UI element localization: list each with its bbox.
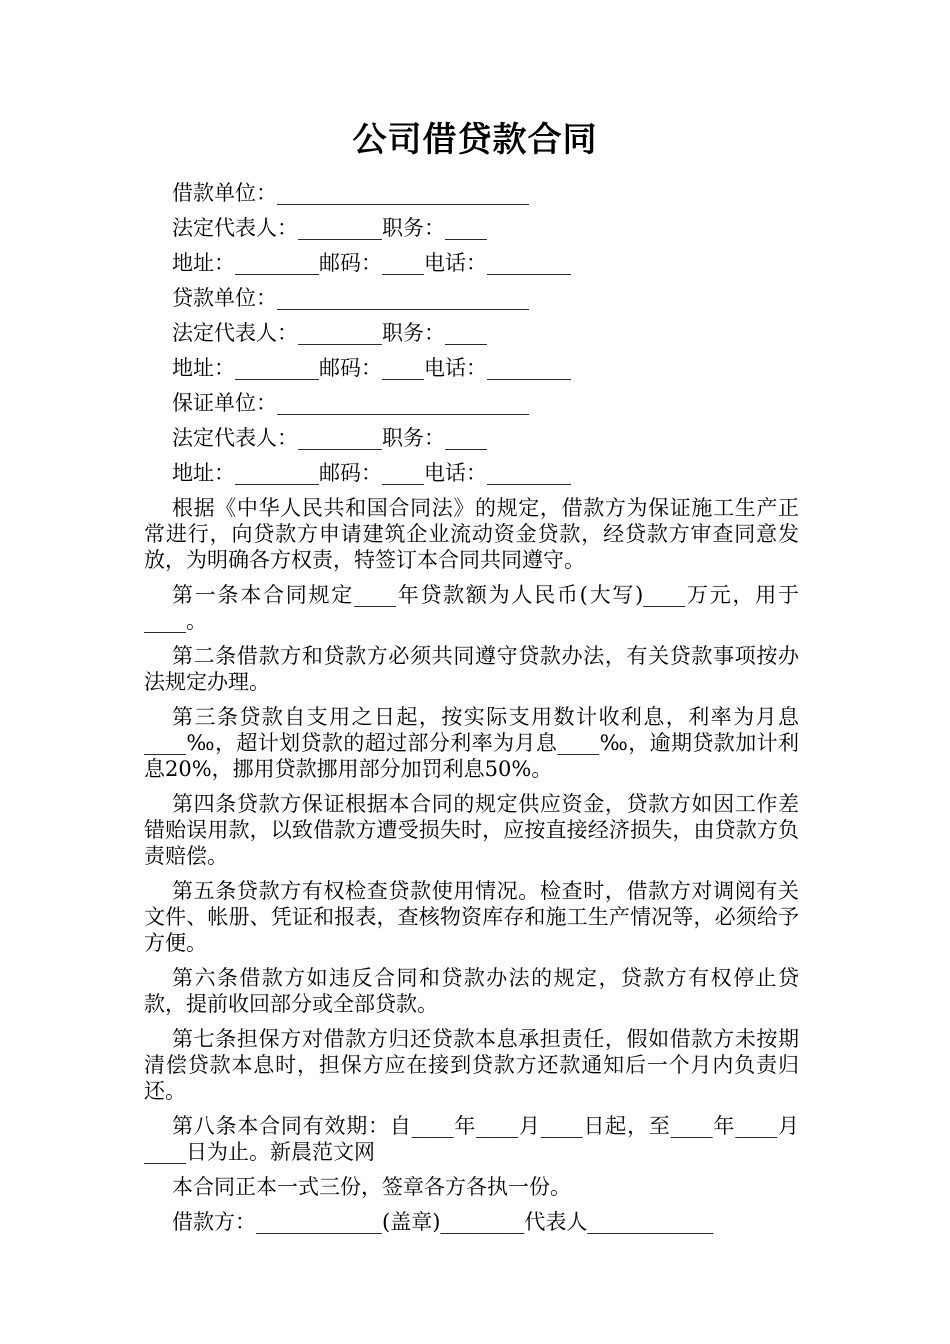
article-7: 第七条担保方对借款方归还贷款本息承担责任，假如借款方未按期清偿贷款本息时，担保方应在接到贷款方还款通知后一个月内负责归还。 bbox=[144, 1027, 799, 1103]
document-body bbox=[144, 180, 799, 1244]
article-8: 第八条本合同有效期：自____年____月____日起，至____年____月____日为止。新晨范文网 bbox=[144, 1114, 799, 1164]
document-title: 公司借贷款合同 bbox=[352, 120, 598, 160]
borrower-signature-line: 借款方：____________(盖章)________代表人____________ bbox=[172, 1210, 714, 1234]
article-2: 第二条借款方和贷款方必须共同遵守贷款办法，有关贷款事项按办法规定办理。 bbox=[144, 644, 799, 694]
lender-unit-field: 贷款单位：________________________ bbox=[172, 286, 529, 310]
guarantor-representative-field: 法定代表人：________职务：____ bbox=[172, 426, 487, 450]
article-4: 第四条贷款方保证根据本合同的规定供应资金，贷款方如因工作差错贻误用款，以致借款方遭受损失时，应按直接经济损失，由贷款方负责赔偿。 bbox=[144, 792, 799, 868]
article-6: 第六条借款方如违反合同和贷款办法的规定，贷款方有权停止贷款，提前收回部分或全部贷款。 bbox=[144, 966, 799, 1016]
article-5: 第五条贷款方有权检查贷款使用情况。检查时，借款方对调阅有关文件、帐册、凭证和报表，查核物资库存和施工生产情况等，必须给予方便。 bbox=[144, 879, 799, 955]
lender-address-field: 地址：________邮码：____电话：________ bbox=[172, 356, 571, 380]
borrower-representative-field: 法定代表人：________职务：____ bbox=[172, 216, 487, 240]
guarantor-unit-field: 保证单位：________________________ bbox=[172, 391, 529, 415]
copies-note: 本合同正本一式三份，签章各方各执一份。 bbox=[172, 1175, 571, 1199]
guarantor-address-field: 地址：________邮码：____电话：________ bbox=[172, 461, 571, 485]
borrower-address-field: 地址：________邮码：____电话：________ bbox=[172, 251, 571, 275]
borrower-unit-field: 借款单位：________________________ bbox=[172, 181, 529, 205]
article-3: 第三条贷款自支用之日起，按实际支用数计收利息，利率为月息____‰，超计划贷款的超过部分利率为月息____‰，逾期贷款加计利息20%，挪用贷款挪用部分加罚利息50%。 bbox=[144, 705, 799, 781]
article-1: 第一条本合同规定____年贷款额为人民币(大写)____万元，用于____。 bbox=[144, 583, 799, 633]
preamble-paragraph: 根据《中华人民共和国合同法》的规定，借款方为保证施工生产正常进行，向贷款方申请建筑企业流动资金贷款，经贷款方审查同意发放，为明确各方权责，特签订本合同共同遵守。 bbox=[144, 496, 799, 572]
lender-representative-field: 法定代表人：________职务：____ bbox=[172, 321, 487, 345]
